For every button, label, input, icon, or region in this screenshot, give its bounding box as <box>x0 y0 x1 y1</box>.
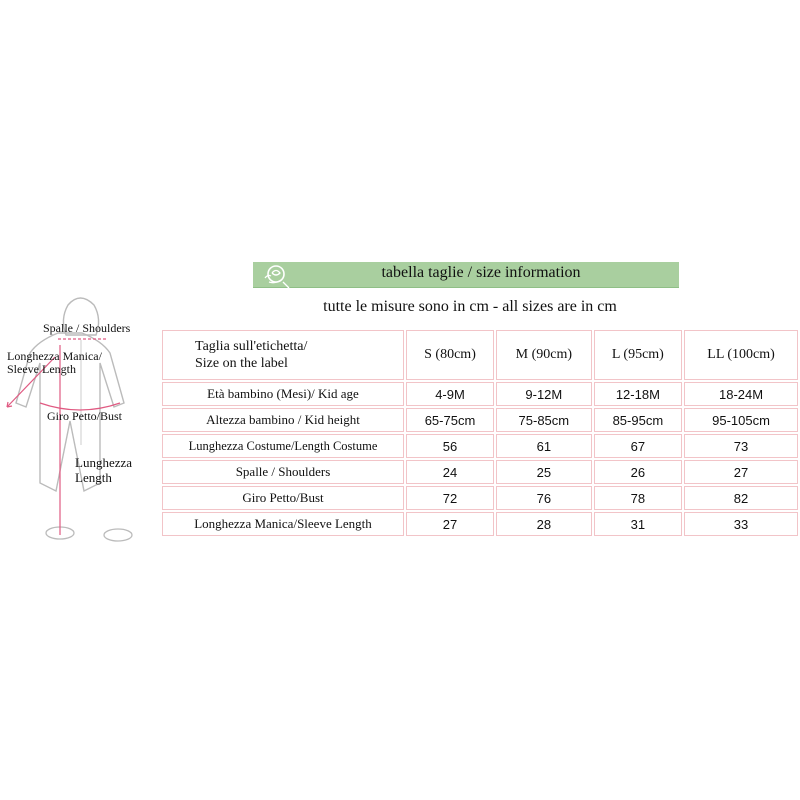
table-row <box>162 460 798 484</box>
figure-label-length-line1: Lunghezza <box>75 455 133 470</box>
table-cell: 18-24M <box>684 382 798 406</box>
figure-label-sleeve-line2: Sleeve Length <box>7 362 76 376</box>
table-cell: 78 <box>594 486 682 510</box>
table-cell: 4-9M <box>406 382 494 406</box>
column-header-s: S (80cm) <box>406 330 494 380</box>
table-row <box>162 486 798 510</box>
figure-label-length-line2: Length <box>75 470 112 485</box>
table-cell: 31 <box>594 512 682 536</box>
table-cell: 75-85cm <box>496 408 592 432</box>
header-label-cell <box>162 330 404 380</box>
table-cell: 56 <box>406 434 494 458</box>
table-cell: 27 <box>406 512 494 536</box>
table-cell: 95-105cm <box>684 408 798 432</box>
table-cell: 72 <box>406 486 494 510</box>
row-label: Età bambino (Mesi)/ Kid age <box>162 382 404 406</box>
table-header-row <box>162 330 798 380</box>
table-cell: 61 <box>496 434 592 458</box>
table-row <box>162 382 798 406</box>
title-banner <box>253 262 679 288</box>
units-note: tutte le misure sono in cm - all sizes are in cm <box>323 298 617 315</box>
row-label: Giro Petto/Bust <box>162 486 404 510</box>
figure-label-sleeve <box>7 350 102 376</box>
table-cell: 73 <box>684 434 798 458</box>
table-cell: 9-12M <box>496 382 592 406</box>
header-label-line2: Size on the label <box>195 356 288 371</box>
row-label: Spalle / Shoulders <box>162 460 404 484</box>
table-cell: 25 <box>496 460 592 484</box>
row-label: Lunghezza Costume/Length Costume <box>162 434 404 458</box>
row-label: Altezza bambino / Kid height <box>162 408 404 432</box>
table-row <box>162 434 798 458</box>
column-header-m: M (90cm) <box>496 330 592 380</box>
figure-label-sleeve-line1: Longhezza Manica/ <box>7 349 102 363</box>
table-cell: 65-75cm <box>406 408 494 432</box>
table-cell: 12-18M <box>594 382 682 406</box>
table-cell: 24 <box>406 460 494 484</box>
table-row <box>162 512 798 536</box>
table-row <box>162 408 798 432</box>
figure-label-bust: Giro Petto/Bust <box>47 409 123 423</box>
row-label: Longhezza Manica/Sleeve Length <box>162 512 404 536</box>
table-cell: 33 <box>684 512 798 536</box>
header-label-line1: Taglia sull'etichetta/ <box>195 339 308 354</box>
table-cell: 82 <box>684 486 798 510</box>
table-cell: 85-95cm <box>594 408 682 432</box>
table-cell: 67 <box>594 434 682 458</box>
size-table <box>160 328 800 538</box>
figure-label-shoulders: Spalle / Shoulders <box>43 321 131 335</box>
banner-title: tabella taglie / size information <box>381 264 581 281</box>
table-cell: 76 <box>496 486 592 510</box>
column-header-ll: LL (100cm) <box>684 330 798 380</box>
column-header-l: L (95cm) <box>594 330 682 380</box>
figure-label-length <box>75 455 132 485</box>
table-cell: 28 <box>496 512 592 536</box>
table-cell: 26 <box>594 460 682 484</box>
table-cell: 27 <box>684 460 798 484</box>
